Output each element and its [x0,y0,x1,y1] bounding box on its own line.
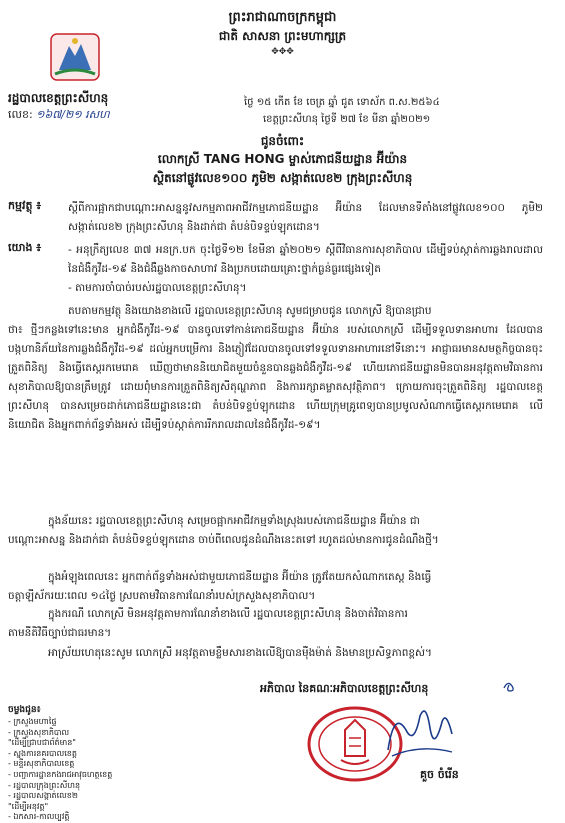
body-paragraph-3: ចត្តាឡីស័ករយៈពេល ១៤ថ្ងៃ ស្របតាមវិធានការណែនាំរបស់ក្រសួងសុខាភិបាល។ [8,590,316,602]
lunar-date: ថ្ងៃ ១៥ កើត ខែ ចេត្រ ឆ្នាំ ជូត ទោស័ក ព.ស.២៥៦៤ [244,97,440,108]
body-paragraph-4: តាមនីតិវិធីច្បាប់ជាធរមាន។ [8,627,112,639]
reference-value: ១៦៧/២១ រសហ [36,108,110,121]
closing-paragraph: អាស្រ័យហេតុនេះសូម លោកស្រី អនុវត្តតាមខ្លឹមសារខាងលើឱ្យបានម៉ឺងម៉ាត់ និងមានប្រសិទ្ធភាពខ្ពស់។ [48,647,432,659]
cc-item: "ដើម្បីជ្រាបជាព័ត៌មាន" [8,738,76,748]
body-paragraph-2: បណ្តោះអាសន្ន និងដាក់ជា តំបន់បិទខ្ទប់ឡុកដោន ចាប់ពីពេលជូនដំណឹងនេះតទៅ រហូតដល់មានការជូនដំណឹងថ្មី។ [8,534,439,546]
cc-item: - ឯកសារ-កាលប្បវត្តិ [8,812,70,822]
recipient-name: លោកស្រី TANG HONG ម្ចាស់ភោជនីយដ្ឋាន អ៊ីយ៉ាន [157,152,408,166]
body-paragraph-3-first-line: ក្នុងអំឡុងពេលនេះ អ្នកពាក់ព័ន្ធទាំងអស់ជាមួយភោជនីយដ្ឋាន អ៊ីយ៉ាន ត្រូវតែយកសំណាកតេស្ត និងធ្វើ [48,571,432,583]
recipient-address: ស្ថិតនៅផ្លូវលេខ១០០ ភូមិ២ សង្កាត់លេខ២ ក្រុងព្រះសីហនុ [152,171,413,185]
cc-item: - ស្នងការនគរបាលខេត្ត [8,748,77,758]
respectfully-to: ជូនចំពោះ [260,134,305,148]
header-ornament: ✥✥✥ [271,47,294,57]
cc-item: - រដ្ឋបាលក្រុងព្រះសីហនុ [8,780,81,790]
subject-label: កម្មវត្ថុ ៖ [8,199,42,212]
national-motto: ជាតិ សាសនា ព្រះមហាក្សត្រ [218,29,347,43]
reference-item: - តាមការចាំបាច់របស់រដ្ឋបាលខេត្តព្រះសីហនុ។ [68,282,247,294]
cc-item: - បញ្ជាការដ្ឋានកងរាជអាវុធហត្ថខេត្ត [8,769,113,779]
cc-heading: ចម្លងជូន៖ [8,705,41,715]
reference-list [68,241,543,298]
body-paragraph-4-first-line: ក្នុងករណី លោកស្រី មិនអនុវត្តតាមការណែនាំខាងលើ រដ្ឋបាលខេត្តព្រះសីហនុ និងចាត់វិធានការ [48,608,408,620]
body-paragraph-1-first-line: តបតាមកម្មវត្ថុ និងយោងខាងលើ រដ្ឋបាលខេត្តព្រះសីហនុ សូមជម្រាបជូន លោកស្រី ឱ្យបានជ្រាប [68,305,432,317]
body-paragraph-1: ថា៖ ថ្មីៗកន្លងទៅនេះមាន អ្នកជំងឺកូវីដ-១៩ បានចូលទៅកាន់ភោជនីយដ្ឋាន អ៊ីយ៉ាន របស់លោកស្រី ដើម្បីទទួលទានអាហារ ដែលបានបង្កហានិភ័យនៃការឆ្លងជំងឺកូវីដ-១៩ ដល់អ្នកបម្រើការ និងភ្ញៀវដែលបានចូលទៅទទួលទានអាហារនៅទីនោះ។ អាជ្ញាធរមានសមត្ថកិច្ចបានចុះត្រួតពិនិត្យ និងធ្វើតេស្តរកមេរោគ ឃើញថាមាននិយោជិតមួយចំនួនបានឆ្លងជំងឺកូវីដ-១៩ ហើយភោជនីយដ្ឋានមិនបានអនុវត្តតាមវិធានការសុខាភិបាលឱ្យបានត្រឹមត្រូវ ដោយពុំមានការត្រួតពិនិត្យសីតុណ្ហភាព និងការរក្សាគម្លាតសុវត្ថិភាព។ ក្រោយការចុះត្រួតពិនិត្យ រដ្ឋបាលខេត្តព្រះសីហនុ បានសម្រេចដាក់ភោជនីយដ្ឋាននេះជា តំបន់បិទខ្ទប់ឡុកដោន ហើយក្រុមគ្រូពេទ្យបានប្រមូលសំណាកធ្វើតេស្តរកមេរោគ លើនិយោជិត និងអ្នកពាក់ព័ន្ធទាំងអស់ ដើម្បីទប់ស្កាត់ការរីករាលដាលនៃជំងឺកូវីដ-១៩។ [8,324,543,431]
provincial-emblem-logo [45,30,105,85]
subject-text: ស្តីពីការផ្អាកជាបណ្តោះអាសន្ននូវសកម្មភាពអាជីវកម្មភោជនីយដ្ឋាន អ៊ីយ៉ាន ដែលមានទីតាំងនៅផ្លូវលេខ១០០ ភូមិ២ សង្កាត់លេខ២ ក្រុងព្រះសីហនុ និងដាក់ជា តំបន់បិទខ្ទប់ឡុកដោន។ [68,202,543,233]
reference-heading: យោង ៖ [8,241,42,254]
kingdom-title: ព្រះរាជាណាចក្រកម្ពុជា [228,10,337,25]
issuing-authority: រដ្ឋបាលខេត្តព្រះសីហនុ [8,91,109,105]
cc-list [8,717,112,823]
cc-item: - រដ្ឋបាលសង្កាត់លេខ២ [8,791,78,801]
body-paragraph-2-first-line: ក្នុងន័យនេះ រដ្ឋបាលខេត្តព្រះសីហនុ សម្រេចផ្អាកអាជីវកម្មទាំងស្រុងរបស់ភោជនីយដ្ឋាន អ៊ីយ៉ាន ជា [48,515,420,527]
cc-item: - មន្ទីរសុខាភិបាលខេត្ត [8,759,75,769]
reference-label: លេខ: [8,108,33,121]
signatory-title: អភិបាល នៃគណៈអភិបាលខេត្តព្រះសីហនុ [260,682,429,695]
reference-item: - អនុក្រឹត្យលេខ ៣៧ អនក្រ.បក ចុះថ្ងៃទី១២ ខែមីនា ឆ្នាំ២០២១ ស្តីពីវិធានការសុខាភិបាល ដើម្បីទប់ស្កាត់ការឆ្លងរាលដាលនៃជំងឺកូវីដ-១៩ និងជំងឺឆ្លងកាចសាហាវ និងប្រកបដោយគ្រោះថ្នាក់ធ្ងន់ធ្ងរផ្សេងទៀត [68,244,543,275]
reference-number [8,108,110,124]
cc-item: - ក្រសួងមហាផ្ទៃ [8,717,57,726]
cc-item: "ដើម្បីអនុវត្ត" [8,801,49,811]
solar-date: ខេត្តព្រះសីហនុ ថ្ងៃទី ២៧ ខែ មីនា ឆ្នាំ២០២១ [263,114,431,125]
handwritten-signature [380,700,460,770]
initial-mark-icon [502,680,518,694]
cc-item: - ក្រសួងសុខាភិបាល [8,727,70,737]
signatory-name: គួច ចំរើន [420,768,459,781]
